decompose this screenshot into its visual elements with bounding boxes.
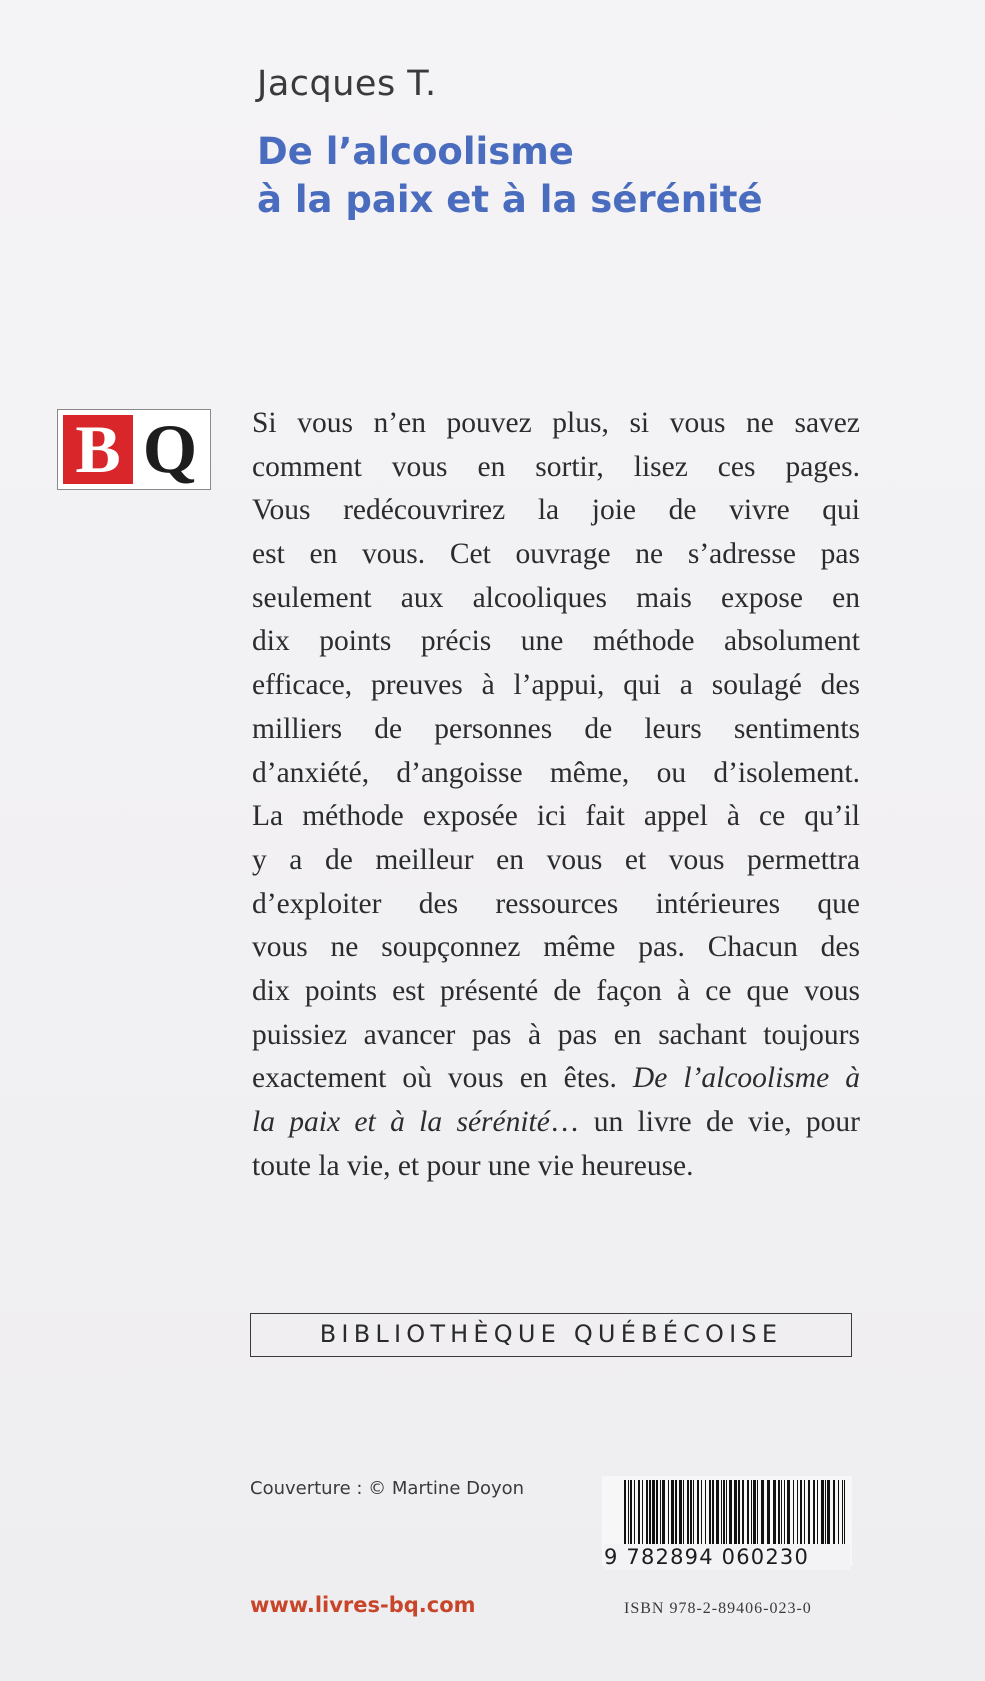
- book-title: [257, 128, 763, 224]
- barcode-bar: [761, 1480, 764, 1546]
- barcode-bar: [781, 1480, 782, 1546]
- barcode-bar: [668, 1480, 669, 1546]
- book-title-line-1: De l’alcoolisme: [257, 130, 574, 173]
- barcode-bar: [716, 1480, 719, 1546]
- blurb-text: … un livre de vie, pour: [549, 1106, 860, 1138]
- blurb-line: milliers de personnes de leurs sentiments: [252, 712, 860, 745]
- barcode-digits: 9 782894 060230: [604, 1544, 850, 1570]
- blurb-italic-title: la paix et à la sérénité: [252, 1106, 550, 1138]
- barcode-bar: [833, 1480, 835, 1546]
- blurb-line: [252, 1057, 860, 1101]
- barcode-bar: [738, 1480, 740, 1546]
- barcode-bar: [787, 1480, 790, 1546]
- barcode-bar: [804, 1480, 805, 1546]
- bq-logo-q: Q: [142, 411, 198, 488]
- barcode-bar: [747, 1480, 749, 1546]
- barcode-bar: [642, 1480, 643, 1546]
- barcode-bar: [634, 1480, 635, 1546]
- barcode-bar: [705, 1480, 706, 1546]
- barcode-bar: [683, 1480, 684, 1546]
- barcode-bar: [649, 1480, 651, 1546]
- blurb-line: comment vous en sortir, lisez ces pages.: [252, 450, 860, 483]
- barcode-bar: [838, 1480, 839, 1546]
- book-blurb: [252, 402, 860, 1188]
- barcode-bar: [821, 1480, 824, 1546]
- barcode-bar: [662, 1480, 665, 1546]
- barcode-bar: [656, 1480, 658, 1546]
- barcode-bar: [723, 1480, 725, 1546]
- collection-name: BIBLIOTHÈQUE QUÉBÉCOISE: [250, 1313, 852, 1357]
- blurb-line: Vous redécouvrirez la joie de vivre qui: [252, 494, 860, 527]
- barcode-bar: [646, 1480, 648, 1546]
- bq-publisher-logo: [57, 409, 211, 490]
- blurb-line: efficace, preuves à l’appui, qui a soulagé des: [252, 669, 860, 702]
- barcode-bar: [693, 1480, 694, 1546]
- barcode-bar: [652, 1480, 655, 1546]
- barcode-bar: [825, 1480, 826, 1546]
- barcode-bar: [697, 1480, 699, 1546]
- barcode-bar: [797, 1480, 798, 1546]
- barcode-bar: [638, 1480, 640, 1546]
- blurb-line: d’anxiété, d’angoisse même, ou d’isolement.: [252, 756, 860, 789]
- barcode-bar: [757, 1480, 758, 1546]
- blurb-line: vous ne soupçonnez même pas. Chacun des: [252, 931, 860, 964]
- barcode-bar: [784, 1480, 785, 1546]
- barcode-bar: [827, 1480, 830, 1546]
- barcode-bar: [687, 1480, 689, 1546]
- barcode-bar: [813, 1480, 815, 1546]
- blurb-text: exactement où vous en êtes.: [252, 1062, 617, 1095]
- publisher-website: www.livres-bq.com: [250, 1593, 476, 1617]
- barcode-bar: [729, 1480, 732, 1546]
- barcode-bar: [679, 1480, 682, 1546]
- barcode-bar: [767, 1480, 770, 1546]
- blurb-line: Si vous n’en pouvez plus, si vous ne savez: [252, 407, 860, 439]
- blurb-italic-title: De l’alcoolisme à: [632, 1062, 860, 1095]
- barcode-bar: [675, 1480, 677, 1546]
- author-name: Jacques T.: [257, 64, 437, 104]
- blurb-line: d’exploiter des ressources intérieures que: [252, 887, 860, 920]
- book-title-line-2: à la paix et à la sérénité: [257, 178, 763, 221]
- cover-credit: Couverture : © Martine Doyon: [250, 1478, 525, 1499]
- barcode-bar: [701, 1480, 702, 1546]
- barcode-bar: [773, 1480, 776, 1546]
- barcode-bar: [690, 1480, 692, 1546]
- blurb-line: [252, 1101, 860, 1145]
- bq-logo-b: B: [63, 415, 133, 484]
- blurb-line: La méthode exposée ici fait appel à ce qu’il: [252, 800, 860, 833]
- barcode-bar: [793, 1480, 794, 1546]
- barcode-bar: [671, 1480, 674, 1546]
- blurb-line: toute la vie, et pour une vie heureuse.: [252, 1149, 694, 1182]
- barcode-bar: [753, 1480, 756, 1546]
- barcode-bar: [726, 1480, 727, 1546]
- isbn-number: ISBN 978-2-89406-023-0: [624, 1600, 812, 1617]
- blurb-line: puissiez avancer pas à pas en sachant toujours: [252, 1018, 860, 1051]
- blurb-line: seulement aux alcooliques mais expose en: [252, 581, 860, 614]
- barcode-bar: [709, 1480, 711, 1546]
- barcode-bar: [817, 1480, 818, 1546]
- barcode-bar: [800, 1480, 802, 1546]
- barcode-bar: [660, 1480, 661, 1546]
- blurb-line: y a de meilleur en vous et vous permettra: [252, 843, 860, 876]
- barcode-bar: [721, 1480, 722, 1546]
- barcode-bar: [778, 1480, 780, 1546]
- barcode-bar: [808, 1480, 810, 1546]
- blurb-line: est en vous. Cet ouvrage ne s’adresse pas: [252, 538, 860, 571]
- barcode-bar: [751, 1480, 752, 1546]
- barcode-bar: [742, 1480, 744, 1546]
- blurb-line: dix points précis une méthode absolument: [252, 625, 860, 658]
- blurb-line: dix points est présenté de façon à ce que vous: [252, 974, 860, 1007]
- barcode-bar: [712, 1480, 714, 1546]
